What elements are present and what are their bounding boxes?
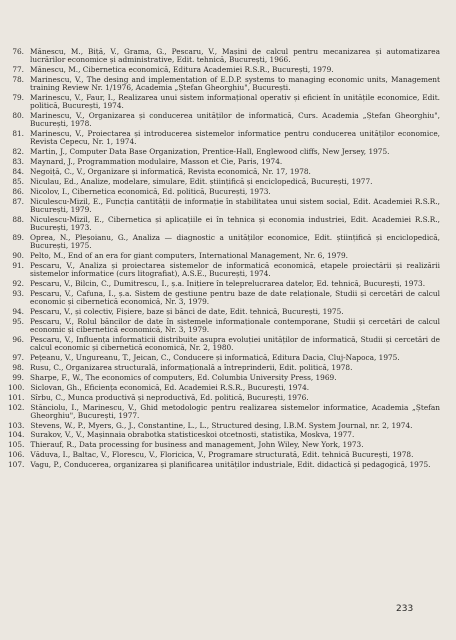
reference-number: 78. bbox=[12, 74, 24, 84]
reference-number: 85. bbox=[12, 176, 24, 186]
reference-number: 84. bbox=[12, 166, 24, 176]
reference-text: Surakov, V., V., Mașinnaia obrabotka statisticeskoi otcetnosti, statistika, Moskva, 1977. bbox=[30, 430, 355, 440]
reference-text: Pelto, M., End of an era for giant computers, International Management, Nr. 6, 1979. bbox=[30, 250, 349, 260]
reference-number: 100. bbox=[8, 382, 25, 392]
reference-item bbox=[8, 441, 440, 449]
reference-item bbox=[8, 252, 440, 260]
reference-number: 80. bbox=[12, 111, 24, 121]
page-number: 233 bbox=[396, 604, 414, 614]
reference-number: 93. bbox=[12, 288, 24, 298]
reference-text: Sîrbu, C., Munca productivă și neproductivă, Ed. politică, București, 1976. bbox=[30, 392, 309, 402]
reference-number: 76. bbox=[12, 47, 24, 56]
reference-item bbox=[8, 308, 440, 316]
reference-number: 83. bbox=[12, 157, 24, 167]
reference-text: Mănescu, M., Biță, V., Grama, G., Pescaru, V., Mașini de calcul pentru mecanizarea și automatizarea lucrărilor economice și administrative, Edit. tehnică, București, 1966. bbox=[30, 47, 440, 65]
reference-number: 77. bbox=[12, 65, 24, 75]
reference-item bbox=[8, 66, 440, 74]
reference-item bbox=[8, 318, 440, 334]
reference-text: Oprea, N., Pleșoianu, G., Analiza — diagnostic a unităților economice, Edit. științifică și enciclopedică, București, 1975. bbox=[30, 232, 440, 250]
reference-text: Negoiță, C., V., Organizare și informatică, Revista economică, Nr. 17, 1978. bbox=[30, 166, 311, 176]
reference-item bbox=[8, 290, 440, 306]
reference-item bbox=[8, 354, 440, 362]
reference-number: 90. bbox=[12, 250, 24, 260]
reference-number: 94. bbox=[12, 306, 24, 316]
reference-item bbox=[8, 262, 440, 278]
reference-number: 81. bbox=[12, 129, 24, 139]
reference-item bbox=[8, 168, 440, 176]
reference-number: 103. bbox=[8, 420, 25, 430]
reference-number: 101. bbox=[8, 392, 25, 402]
reference-item bbox=[8, 374, 440, 382]
reference-item bbox=[8, 364, 440, 372]
reference-item bbox=[8, 451, 440, 459]
reference-item bbox=[8, 336, 440, 352]
reference-text: Pescaru, V., Influența informaticii distribuite asupra evoluției unităților de informatică, Studii și cercetări de calcul economic și cibernetică economică, Nr. 2, 1980. bbox=[30, 334, 440, 352]
reference-number: 86. bbox=[12, 186, 24, 196]
reference-item bbox=[8, 431, 440, 439]
reference-item bbox=[8, 112, 440, 128]
reference-text: Pescaru, V., Cafuna, I., ș.a. Sistem de gestiune pentru baze de date relaționale, Studii și cercetări de calcul economic și cibernetică economică, Nr. 3, 1979. bbox=[30, 288, 440, 306]
reference-number: 97. bbox=[12, 352, 24, 362]
reference-text: Marinescu, V., The desing and implementation of E.D.P. systems to managing economic units, Management training Review Nr. 1/1976, Academia „Ștefan Gheorghiu", București. bbox=[30, 74, 440, 93]
reference-number: 89. bbox=[12, 232, 24, 242]
reference-text: Mănescu, M., Cibernetica economică, Editura Academiei R.S.R., București, 1979. bbox=[30, 65, 334, 75]
reference-text: Rusu, C., Organizarea structurală, informațională a întreprinderii, Edit. politică, 1978. bbox=[30, 362, 353, 372]
reference-number: 96. bbox=[12, 334, 24, 344]
reference-text: Marinescu, V., Proiectarea și introducerea sistemelor informatice pentru conducerea unităților economice, Revista Cepecu, Nr. 1, 1974. bbox=[30, 129, 440, 147]
reference-item bbox=[8, 188, 440, 196]
reference-item bbox=[8, 404, 440, 420]
reference-text: Pescaru, V., Rolul băncilor de date în sistemele informaționale contemporane, Studii și cercetări de calcul economic și cibernetică economică, Nr. 3, 1979. bbox=[30, 316, 440, 334]
reference-item bbox=[8, 422, 440, 430]
reference-item bbox=[8, 461, 440, 469]
reference-number: 91. bbox=[12, 260, 24, 270]
reference-text: Niculau, Ed., Analize, modelare, simulare, Edit. științifică și enciclopedică, București, 1977. bbox=[30, 176, 373, 186]
reference-item bbox=[8, 198, 440, 214]
reference-text: Pescaru, V., și colectiv, Fișiere, baze și bănci de date, Edit. tehnică, București, 1975. bbox=[30, 306, 344, 316]
reference-number: 87. bbox=[12, 196, 24, 206]
reference-item bbox=[8, 130, 440, 146]
reference-number: 92. bbox=[12, 278, 24, 288]
reference-text: Stevens, W., P., Myers, G., J., Constantine, L., L., Structured desing, I.B.M. System Journal, nr. 2, 1974. bbox=[30, 420, 413, 430]
reference-text: Sharpe, F., W., The economics of computers, Ed. Columbia University Press, 1969. bbox=[30, 372, 337, 382]
reference-number: 98. bbox=[12, 362, 24, 372]
reference-number: 102. bbox=[8, 402, 25, 412]
reference-item bbox=[8, 94, 440, 110]
reference-number: 106. bbox=[8, 450, 25, 460]
reference-item bbox=[8, 216, 440, 232]
reference-text: Pețeanu, V., Ungureanu, T., Jeican, C., Conducere și informatică, Editura Dacia, Cluj-Napoca, 1975. bbox=[30, 352, 400, 362]
reference-number: 82. bbox=[12, 147, 24, 157]
reference-number: 88. bbox=[12, 214, 24, 224]
reference-text: Vagu, P., Conducerea, organizarea și planificarea unităților industriale, Edit. didactică și pedagogică, 1975. bbox=[30, 460, 431, 470]
reference-text: Marinescu, V., Organizarea și conducerea unităților de informatică, Curs. Academia „Ștefan Gheorghiu", București, 1978. bbox=[30, 111, 440, 129]
reference-text: Pescaru, V., Bilcin, C., Dumitrescu, I., ș.a. Inițiere în teleprelucrarea datelor, Ed. tehnică, București, 1973. bbox=[30, 278, 426, 288]
reference-number: 105. bbox=[8, 440, 25, 450]
reference-item bbox=[8, 48, 440, 64]
reference-text: Nicolov, I., Cibernetica economică, Ed. politică, București, 1973. bbox=[30, 186, 271, 196]
reference-number: 95. bbox=[12, 316, 24, 326]
reference-item bbox=[8, 384, 440, 392]
reference-number: 104. bbox=[8, 430, 25, 440]
reference-item bbox=[8, 158, 440, 166]
reference-list bbox=[8, 48, 440, 471]
reference-text: Martin, J., Computer Data Base Organization, Prentice-Hall, Englewood cliffs, New Jersey, 1975. bbox=[30, 147, 390, 157]
reference-number: 79. bbox=[12, 93, 24, 102]
reference-text: Niculescu-Mizil, E., Funcția cantității de informație în stabilitatea unui sistem social, Edit. Academiei R.S.R., București, 1979. bbox=[30, 196, 440, 214]
reference-text: Văduva, I., Baltac, V., Florescu, V., Floricica, V., Programare structurată, Edit. tehnică București, 1978. bbox=[30, 450, 414, 460]
reference-item bbox=[8, 394, 440, 402]
reference-item bbox=[8, 280, 440, 288]
reference-text: Niculescu-Mizil, E., Cibernetica și aplicațiile ei în tehnica și economia industriei, Edit. Academiei R.S.R., București, 1973. bbox=[30, 214, 440, 232]
reference-text: Pescaru, V., Analiza și proiectarea sistemelor de informatică economică, etapele proiectării și realizării sistemelor informatice (curs litografiat), A.S.E., București, 1974. bbox=[30, 260, 440, 278]
reference-item bbox=[8, 76, 440, 92]
reference-text: Maynard, J., Programmation modulaire, Masson et Cie, Paris, 1974. bbox=[30, 157, 283, 167]
reference-item bbox=[8, 178, 440, 186]
reference-text: Stănciolu, I., Marinescu, V., Ghid metodologic pentru realizarea sistemelor informatice, Academia „Ștefan Gheorghiu", București, 1977. bbox=[30, 402, 440, 420]
reference-number: 99. bbox=[12, 372, 24, 382]
reference-text: Thierauf, R., Data processing for business and management, John Wiley, New York, 1973. bbox=[30, 440, 364, 450]
reference-number: 107. bbox=[8, 460, 25, 470]
reference-text: Siclovan, Gh., Eficiența economică, Ed. Academiei R.S.R., București, 1974. bbox=[30, 382, 310, 392]
reference-item bbox=[8, 148, 440, 156]
reference-text: Marinescu, V., Faur, I., Realizarea unui sistem informațional operativ și eficient în unitățile economice, Edit. politică, București, 1974. bbox=[30, 93, 440, 111]
reference-item bbox=[8, 234, 440, 250]
